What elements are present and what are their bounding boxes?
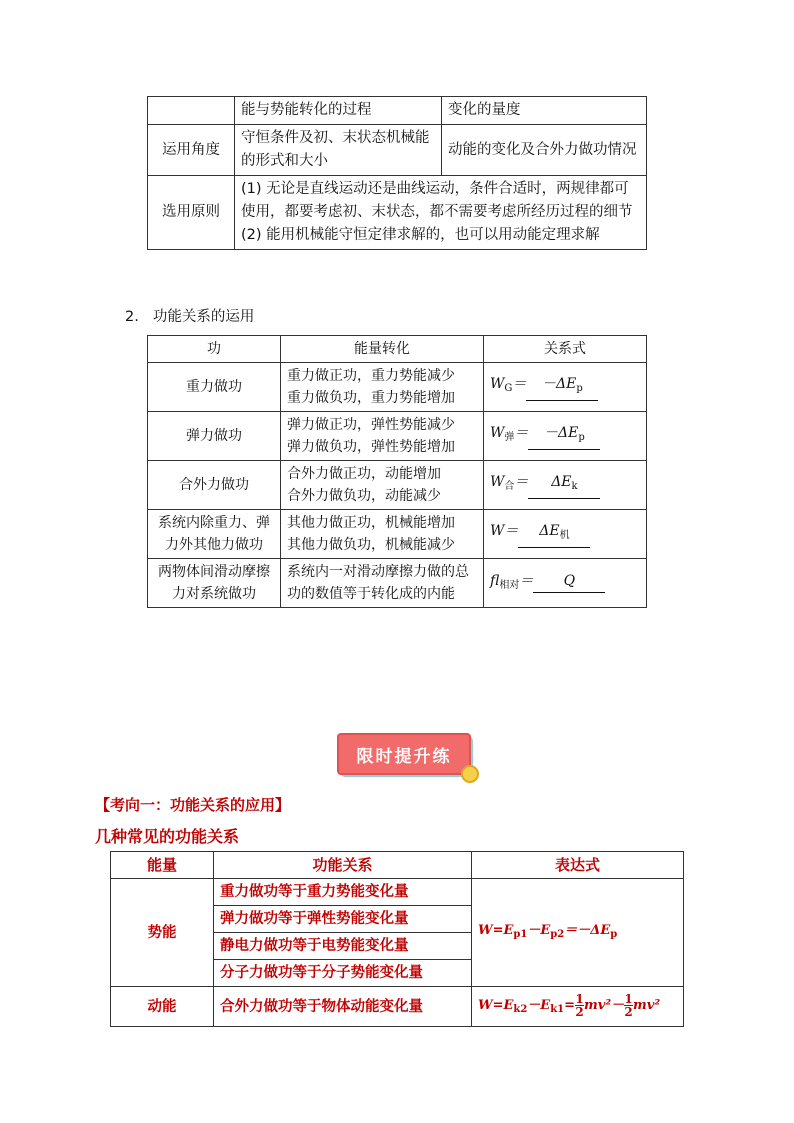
table-header-row [148,336,647,363]
energy-type: 势能 [111,879,214,987]
conv-line: 重力做正功，重力势能减少 [287,368,455,384]
formula-lhs: W [490,425,505,441]
table-cell: 守恒条件及初、末状态机械能的形式和大小 [235,125,442,176]
table-row [111,879,684,906]
conv-line: 其他力做负功，机械能减少 [287,537,455,553]
relation-cell: 静电力做功等于电势能变化量 [214,933,472,960]
formula-eq: ＝ [519,572,534,589]
table-cell [235,176,647,250]
relation-formula [484,363,647,412]
work-type: 合外力做功 [148,461,281,510]
table-row [148,97,647,125]
relation-cell: 合外力做功等于物体动能变化量 [214,987,472,1027]
energy-conversion [281,510,484,559]
energy-conversion [281,363,484,412]
answer: ΔE [539,523,560,539]
answer: －ΔE [542,376,577,392]
table-cell: 动能的变化及合外力做功情况 [442,125,647,176]
principle-1: (1) 无论是直线运动还是曲线运动，条件合适时，两规律都可使用，都要考虑初、末状态，都不需要考虑所经历过程的细节 [241,181,633,220]
table-header-cell: 能量 [111,852,214,879]
conv-line: 系统内一对滑动摩擦力做的总功的数值等于转化成的内能 [287,564,469,602]
answer-blank [528,471,600,499]
answer-blank [533,570,605,593]
work-type: 系统内除重力、弹力外其他力做功 [148,510,281,559]
answer-sub: k [571,481,578,492]
row-label: 选用原则 [148,176,235,250]
table-row [148,176,647,250]
relation-formula [484,412,647,461]
table-row [148,363,647,412]
formula-eq: ＝ [514,474,529,490]
table-row [148,559,647,608]
answer-blank [518,520,590,548]
formula-eq: ＝ [514,425,529,441]
formula-eq: ＝ [512,376,527,392]
badge-label: 限时提升练 [337,733,471,775]
table-cell [148,97,235,125]
table-header-cell: 功 [148,336,281,363]
formula-eq: ＝ [504,523,519,539]
table-header-cell: 关系式 [484,336,647,363]
work-type: 重力做功 [148,363,281,412]
answer: ΔE [551,474,572,490]
formula-lhs: fl [490,572,500,589]
work-energy-table [147,335,647,608]
formula-sub: 合 [504,481,515,492]
answer: －ΔE [544,425,579,441]
energy-type: 动能 [111,987,214,1027]
answer-sub: p [576,383,583,394]
table-header-cell: 表达式 [472,852,684,879]
conv-line: 重力做负功，重力势能增加 [287,390,455,406]
conv-line: 弹力做正功，弹性势能减少 [287,417,455,433]
formula-lhs: W [490,523,505,539]
energy-conversion [281,412,484,461]
work-type: 两物体间滑动摩擦力对系统做功 [148,559,281,608]
energy-conversion [281,559,484,608]
answer: Q [563,572,576,589]
table-row [111,987,684,1027]
energy-conversion [281,461,484,510]
section-heading [125,305,254,326]
table-header-row [111,852,684,879]
answer-sub: 机 [559,530,570,541]
subtitle-heading: 几种常见的功能关系 [95,827,240,846]
relation-formula [484,559,647,608]
relation-formula [484,510,647,559]
table-header-cell: 变化的量度 [442,97,647,125]
answer-blank [528,422,600,450]
formula-sub: 相对 [499,579,520,591]
formula-lhs: W [490,474,505,490]
conv-line: 合外力做负功，动能减少 [287,488,441,504]
formula-sub: G [504,383,513,394]
work-type: 弹力做功 [148,412,281,461]
badge-dot-icon [461,765,479,783]
formula-lhs: W [490,376,505,392]
relation-cell: 分子力做功等于分子势能变化量 [214,960,472,987]
function-relation-table [110,851,684,1027]
formula-sub: 弹 [504,432,515,443]
relation-cell: 重力做功等于重力势能变化量 [214,879,472,906]
principle-2: (2) 能用机械能守恒定律求解的，也可以用动能定理求解 [241,227,600,243]
section-number: 2. [125,309,139,325]
answer-blank [526,373,598,401]
conv-line: 合外力做正功，动能增加 [287,466,441,482]
answer-sub: p [578,432,585,443]
expression-cell: $W=E_{p1}-E_{p2}=-\Delta E_p$ [472,879,684,987]
table-header-cell: 能量转化 [281,336,484,363]
table-row [148,461,647,510]
table-row [148,510,647,559]
conv-line: 其他力做正功，机械能增加 [287,515,455,531]
relation-formula [484,461,647,510]
table-header-cell: 能与势能转化的过程 [235,97,442,125]
expression-cell: $W=E_{k2}-E_{k1}=$ $\frac{1}{2}$ mv²－ $\frac{1}{2}$ mv² [472,987,684,1027]
row-label: 运用角度 [148,125,235,176]
table-row [148,125,647,176]
practice-badge [337,733,477,781]
comparison-table [147,96,647,250]
section-title: 功能关系的运用 [152,309,255,325]
table-header-cell: 功能关系 [214,852,472,879]
table-row [148,412,647,461]
topic-heading: 【考向一：功能关系的应用】 [95,796,291,814]
conv-line: 弹力做负功，弹性势能增加 [287,439,455,455]
relation-cell: 弹力做功等于弹性势能变化量 [214,906,472,933]
